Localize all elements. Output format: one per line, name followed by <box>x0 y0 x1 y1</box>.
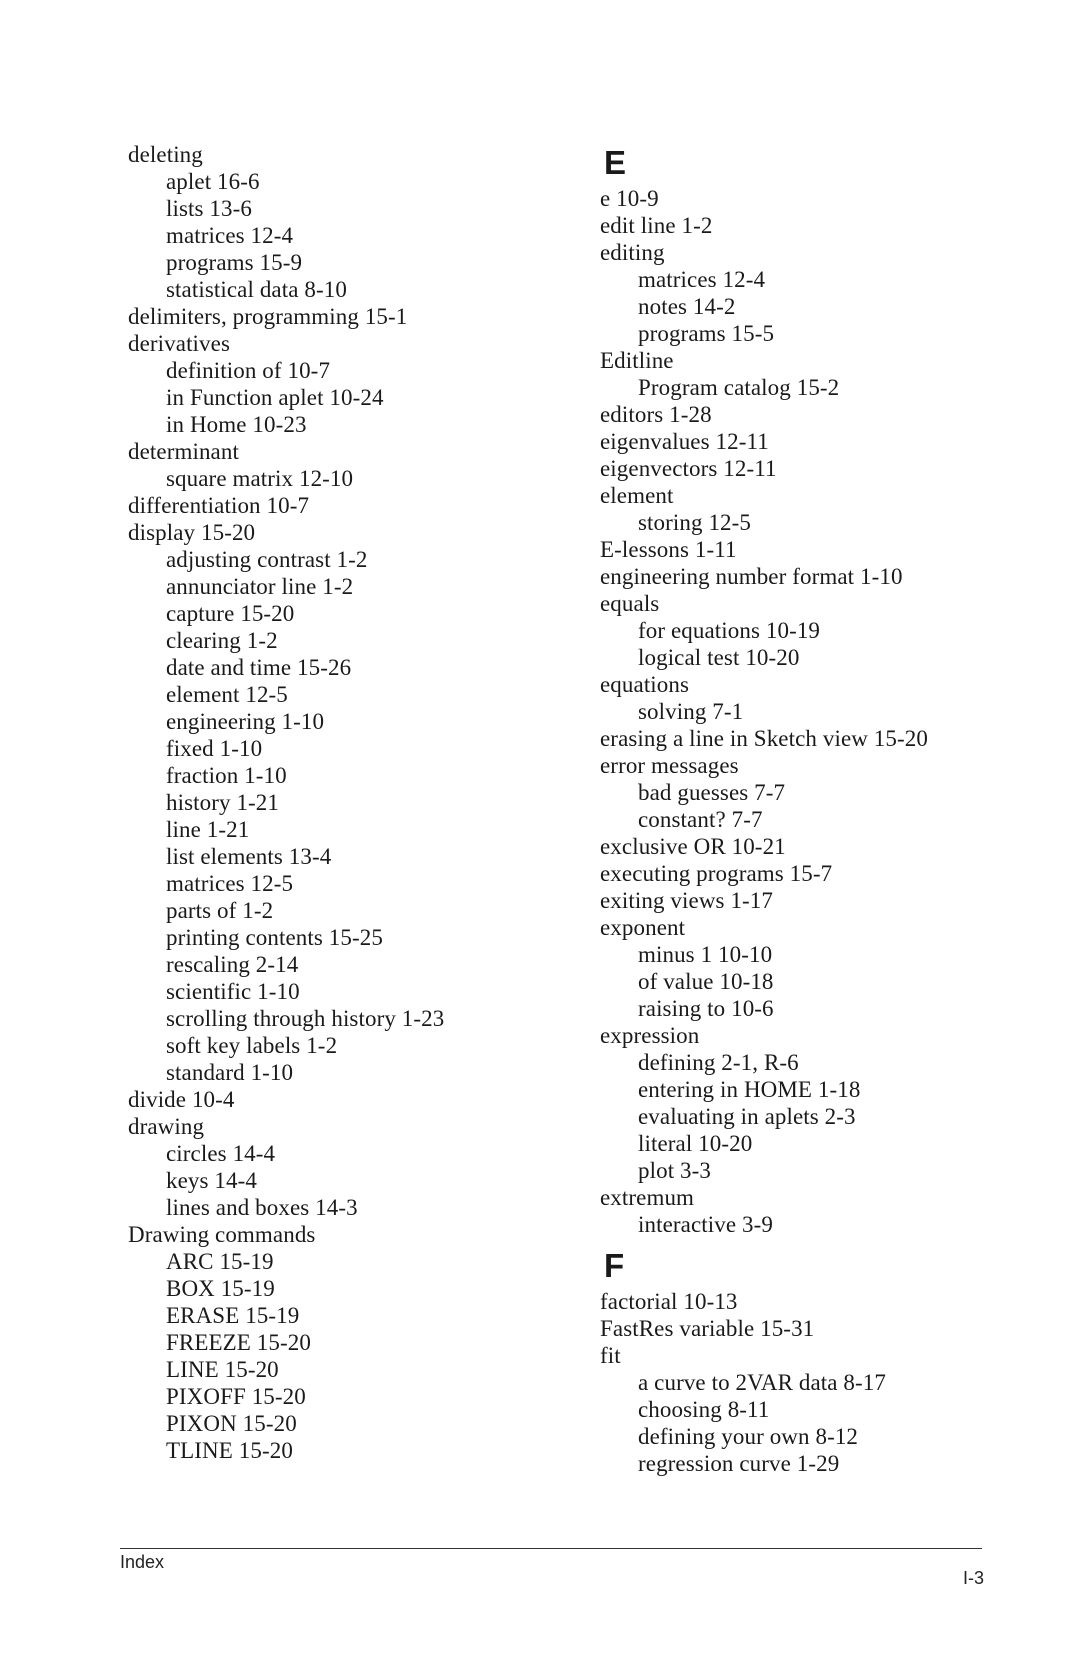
index-entry: differentiation 10-7 <box>128 493 310 518</box>
index-subentry: storing 12-5 <box>638 510 751 535</box>
index-subentry: parts of 1-2 <box>166 898 274 923</box>
index-entry: error messages <box>600 753 739 778</box>
index-subentry: for equations 10-19 <box>638 618 821 643</box>
footer-rule <box>120 1548 982 1549</box>
index-subentry: date and time 15-26 <box>166 655 352 680</box>
index-entry: derivatives <box>128 331 231 356</box>
index-subentry: LINE 15-20 <box>166 1357 279 1382</box>
index-entry: factorial 10-13 <box>600 1289 738 1314</box>
index-entry: editors 1-28 <box>600 402 712 427</box>
index-subentry: PIXOFF 15-20 <box>166 1384 306 1409</box>
index-subentry: square matrix 12-10 <box>166 466 354 491</box>
index-entry: determinant <box>128 439 239 464</box>
index-subentry: definition of 10-7 <box>166 358 331 383</box>
index-subentry: choosing 8-11 <box>638 1397 770 1422</box>
index-subentry: circles 14-4 <box>166 1141 276 1166</box>
index-entry: deleting <box>128 142 203 167</box>
index-subentry: annunciator line 1-2 <box>166 574 354 599</box>
index-entry: erasing a line in Sketch view 15-20 <box>600 726 928 751</box>
index-column-left <box>120 141 540 1464</box>
index-subentry: PIXON 15-20 <box>166 1411 297 1436</box>
footer-section-label: Index <box>120 1552 165 1572</box>
index-entry: E-lessons 1-11 <box>600 537 737 562</box>
index-entry: extremum <box>600 1185 695 1210</box>
index-subentry: FREEZE 15-20 <box>166 1330 311 1355</box>
index-entry: exclusive OR 10-21 <box>600 834 786 859</box>
index-entry: e 10-9 <box>600 186 659 211</box>
index-entry: engineering number format 1-10 <box>600 564 903 589</box>
index-subentry: interactive 3-9 <box>638 1212 773 1237</box>
index-subentry: notes 14-2 <box>638 294 736 319</box>
index-subentry: TLINE 15-20 <box>166 1438 293 1463</box>
index-entry: element <box>600 483 674 508</box>
index-entry: executing programs 15-7 <box>600 861 833 886</box>
index-subentry: in Home 10-23 <box>166 412 307 437</box>
index-column-right <box>592 141 1012 1477</box>
index-letter-heading: E <box>604 144 627 181</box>
index-entry: drawing <box>128 1114 205 1139</box>
index-subentry: solving 7-1 <box>638 699 744 724</box>
index-entry: display 15-20 <box>128 520 256 545</box>
index-entry: Editline <box>600 348 674 373</box>
index-subentry: soft key labels 1-2 <box>166 1033 338 1058</box>
index-subentry: fixed 1-10 <box>166 736 263 761</box>
index-subentry: evaluating in aplets 2-3 <box>638 1104 856 1129</box>
index-subentry: a curve to 2VAR data 8-17 <box>638 1370 886 1395</box>
index-subentry: list elements 13-4 <box>166 844 332 869</box>
index-entry: eigenvalues 12-11 <box>600 429 769 454</box>
index-subentry: rescaling 2-14 <box>166 952 299 977</box>
index-subentry: regression curve 1-29 <box>638 1451 840 1476</box>
index-subentry: element 12-5 <box>166 682 288 707</box>
index-entry: eigenvectors 12-11 <box>600 456 777 481</box>
index-subentry: Program catalog 15-2 <box>638 375 840 400</box>
index-subentry: printing contents 15-25 <box>166 925 383 950</box>
index-entry: FastRes variable 15-31 <box>600 1316 815 1341</box>
index-subentry: constant? 7-7 <box>638 807 763 832</box>
index-subentry: fraction 1-10 <box>166 763 287 788</box>
index-subentry: bad guesses 7-7 <box>638 780 786 805</box>
index-entry: exponent <box>600 915 686 940</box>
index-subentry: lines and boxes 14-3 <box>166 1195 358 1220</box>
index-subentry: defining 2-1, R-6 <box>638 1050 799 1075</box>
index-subentry: entering in HOME 1-18 <box>638 1077 861 1102</box>
index-subentry: literal 10-20 <box>638 1131 753 1156</box>
index-subentry: statistical data 8-10 <box>166 277 347 302</box>
footer-page-number: I-3 <box>962 1568 984 1588</box>
index-entry: fit <box>600 1343 621 1368</box>
index-subentry: matrices 12-4 <box>166 223 294 248</box>
index-entry: divide 10-4 <box>128 1087 235 1112</box>
index-subentry: plot 3-3 <box>638 1158 711 1183</box>
index-subentry: engineering 1-10 <box>166 709 325 734</box>
index-subentry: matrices 12-4 <box>638 267 766 292</box>
index-entry: expression <box>600 1023 700 1048</box>
index-entry: Drawing commands <box>128 1222 316 1247</box>
index-entry: equals <box>600 591 660 616</box>
index-subentry: capture 15-20 <box>166 601 295 626</box>
index-subentry: aplet 16-6 <box>166 169 260 194</box>
index-subentry: minus 1 10-10 <box>638 942 773 967</box>
index-subentry: of value 10-18 <box>638 969 774 994</box>
index-entry: equations <box>600 672 690 697</box>
index-entry: delimiters, programming 15-1 <box>128 304 408 329</box>
index-entry: exiting views 1-17 <box>600 888 773 913</box>
index-subentry: raising to 10-6 <box>638 996 774 1021</box>
index-subentry: adjusting contrast 1-2 <box>166 547 368 572</box>
index-subentry: history 1-21 <box>166 790 279 815</box>
index-subentry: line 1-21 <box>166 817 250 842</box>
index-letter-heading: F <box>604 1247 625 1284</box>
index-subentry: BOX 15-19 <box>166 1276 275 1301</box>
index-subentry: in Function aplet 10-24 <box>166 385 384 410</box>
index-subentry: lists 13-6 <box>166 196 252 221</box>
index-subentry: scientific 1-10 <box>166 979 300 1004</box>
index-subentry: standard 1-10 <box>166 1060 294 1085</box>
index-entry: edit line 1-2 <box>600 213 713 238</box>
index-subentry: ERASE 15-19 <box>166 1303 300 1328</box>
index-subentry: matrices 12-5 <box>166 871 294 896</box>
index-subentry: logical test 10-20 <box>638 645 800 670</box>
index-subentry: clearing 1-2 <box>166 628 278 653</box>
index-subentry: keys 14-4 <box>166 1168 257 1193</box>
index-subentry: scrolling through history 1-23 <box>166 1006 445 1031</box>
index-subentry: defining your own 8-12 <box>638 1424 859 1449</box>
index-subentry: programs 15-9 <box>166 250 303 275</box>
index-entry: editing <box>600 240 665 265</box>
index-subentry: programs 15-5 <box>638 321 775 346</box>
index-subentry: ARC 15-19 <box>166 1249 274 1274</box>
